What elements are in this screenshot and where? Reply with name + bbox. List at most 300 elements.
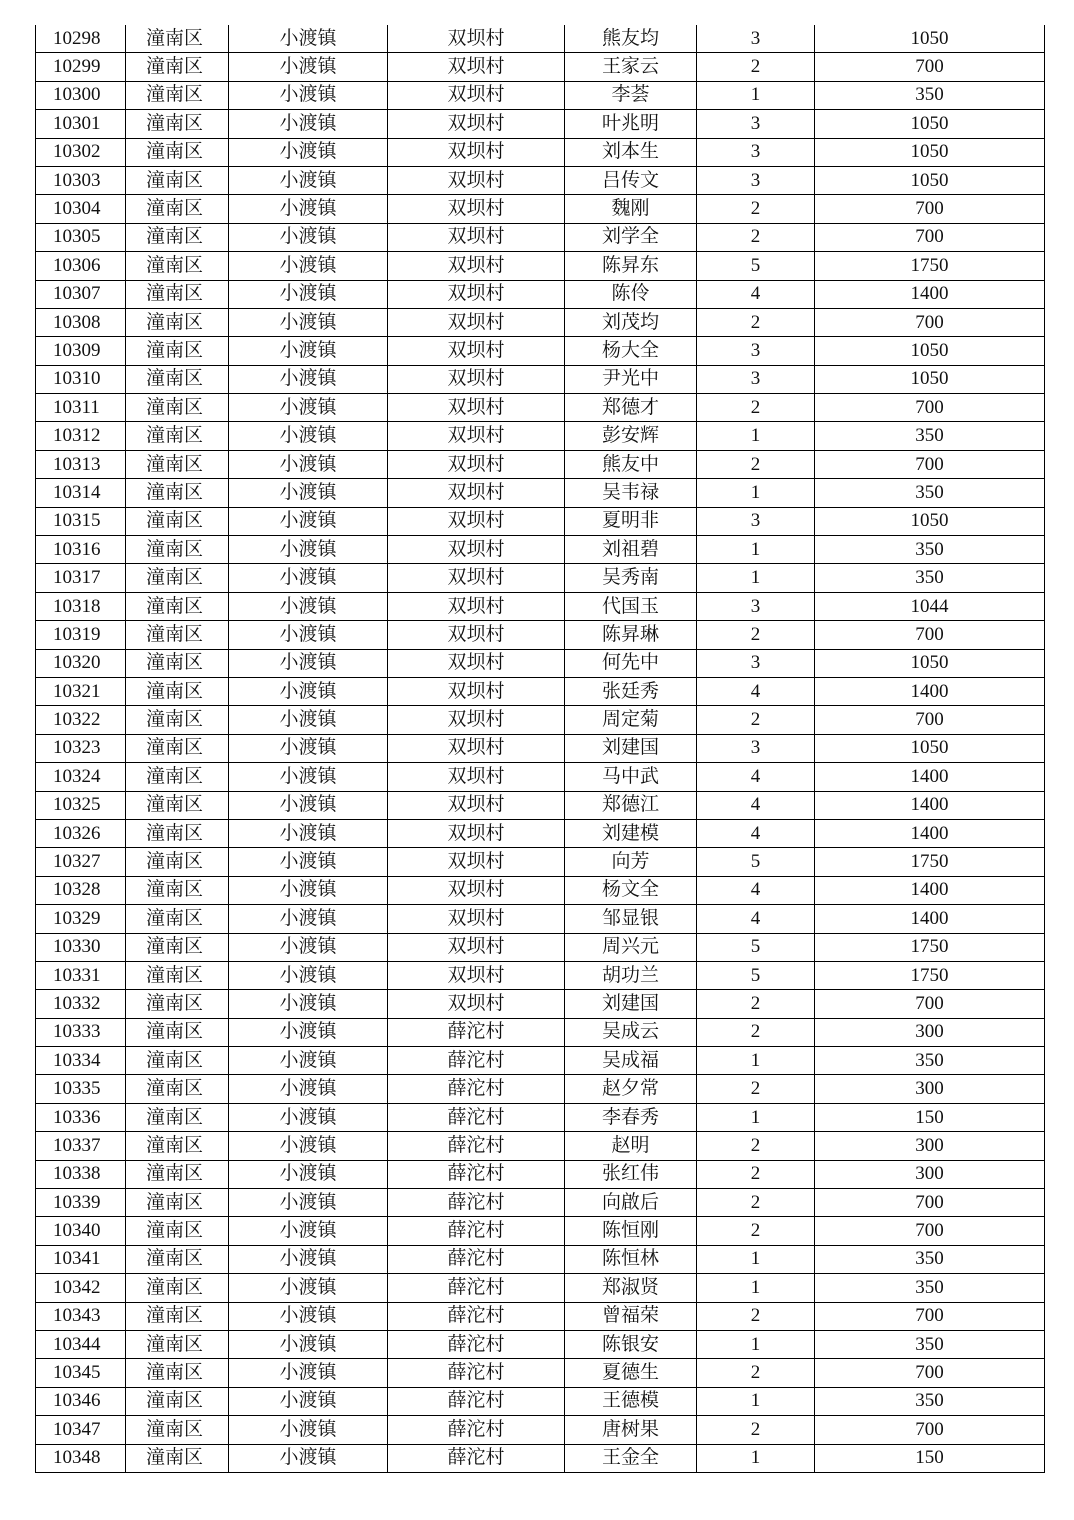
name-cell: 熊友均 [565, 25, 697, 53]
district-cell: 潼南区 [126, 990, 229, 1018]
town-cell: 小渡镇 [229, 677, 388, 705]
district-cell: 潼南区 [126, 337, 229, 365]
name-cell: 赵明 [565, 1132, 697, 1160]
town-cell: 小渡镇 [229, 53, 388, 81]
district-cell: 潼南区 [126, 791, 229, 819]
town-cell: 小渡镇 [229, 905, 388, 933]
village-cell: 薛沱村 [388, 1330, 565, 1358]
record-id-cell: 10347 [36, 1416, 126, 1444]
town-cell: 小渡镇 [229, 1330, 388, 1358]
village-cell: 双坝村 [388, 536, 565, 564]
district-cell: 潼南区 [126, 1274, 229, 1302]
table-row [36, 564, 1045, 592]
record-id-cell: 10310 [36, 365, 126, 393]
name-cell: 向芳 [565, 848, 697, 876]
town-cell: 小渡镇 [229, 1160, 388, 1188]
town-cell: 小渡镇 [229, 819, 388, 847]
table-row [36, 422, 1045, 450]
town-cell: 小渡镇 [229, 308, 388, 336]
amount-cell: 1400 [815, 280, 1045, 308]
name-cell: 刘学全 [565, 223, 697, 251]
amount-cell: 1750 [815, 252, 1045, 280]
table-row [36, 990, 1045, 1018]
district-cell: 潼南区 [126, 1189, 229, 1217]
household-count-cell: 2 [697, 450, 815, 478]
household-count-cell: 3 [697, 734, 815, 762]
district-cell: 潼南区 [126, 394, 229, 422]
name-cell: 郑德江 [565, 791, 697, 819]
table-row [36, 819, 1045, 847]
village-cell: 薛沱村 [388, 1444, 565, 1472]
amount-cell: 1050 [815, 365, 1045, 393]
household-count-cell: 4 [697, 791, 815, 819]
village-cell: 薛沱村 [388, 1359, 565, 1387]
town-cell: 小渡镇 [229, 536, 388, 564]
name-cell: 夏德生 [565, 1359, 697, 1387]
village-cell: 双坝村 [388, 507, 565, 535]
amount-cell: 1050 [815, 337, 1045, 365]
table-row [36, 677, 1045, 705]
table-row [36, 53, 1045, 81]
household-count-cell: 2 [697, 1302, 815, 1330]
district-cell: 潼南区 [126, 1047, 229, 1075]
village-cell: 薛沱村 [388, 1416, 565, 1444]
village-cell: 双坝村 [388, 195, 565, 223]
table-row [36, 81, 1045, 109]
table-row [36, 905, 1045, 933]
amount-cell: 300 [815, 1160, 1045, 1188]
table-row [36, 1189, 1045, 1217]
district-cell: 潼南区 [126, 905, 229, 933]
town-cell: 小渡镇 [229, 961, 388, 989]
record-id-cell: 10341 [36, 1245, 126, 1273]
household-count-cell: 3 [697, 166, 815, 194]
record-id-cell: 10318 [36, 592, 126, 620]
record-id-cell: 10304 [36, 195, 126, 223]
town-cell: 小渡镇 [229, 394, 388, 422]
district-cell: 潼南区 [126, 252, 229, 280]
table-row [36, 592, 1045, 620]
amount-cell: 350 [815, 1245, 1045, 1273]
amount-cell: 700 [815, 621, 1045, 649]
amount-cell: 700 [815, 308, 1045, 336]
household-count-cell: 2 [697, 308, 815, 336]
name-cell: 吴成云 [565, 1018, 697, 1046]
record-id-cell: 10311 [36, 394, 126, 422]
name-cell: 郑淑贤 [565, 1274, 697, 1302]
table-row [36, 1132, 1045, 1160]
amount-cell: 700 [815, 706, 1045, 734]
table-row [36, 734, 1045, 762]
amount-cell: 350 [815, 1330, 1045, 1358]
household-count-cell: 5 [697, 933, 815, 961]
name-cell: 唐树果 [565, 1416, 697, 1444]
table-row [36, 961, 1045, 989]
household-count-cell: 2 [697, 1132, 815, 1160]
amount-cell: 700 [815, 195, 1045, 223]
village-cell: 薛沱村 [388, 1132, 565, 1160]
village-cell: 双坝村 [388, 308, 565, 336]
district-cell: 潼南区 [126, 81, 229, 109]
table-row [36, 876, 1045, 904]
table-row [36, 1330, 1045, 1358]
name-cell: 陈伶 [565, 280, 697, 308]
table-row [36, 1444, 1045, 1472]
name-cell: 马中武 [565, 763, 697, 791]
name-cell: 陈恒刚 [565, 1217, 697, 1245]
district-cell: 潼南区 [126, 195, 229, 223]
village-cell: 薛沱村 [388, 1245, 565, 1273]
name-cell: 周兴元 [565, 933, 697, 961]
record-id-cell: 10307 [36, 280, 126, 308]
name-cell: 陈昇琳 [565, 621, 697, 649]
amount-cell: 700 [815, 990, 1045, 1018]
household-count-cell: 1 [697, 1330, 815, 1358]
village-cell: 双坝村 [388, 819, 565, 847]
amount-cell: 700 [815, 1189, 1045, 1217]
household-count-cell: 1 [697, 1274, 815, 1302]
table-row [36, 308, 1045, 336]
town-cell: 小渡镇 [229, 933, 388, 961]
household-count-cell: 4 [697, 280, 815, 308]
household-count-cell: 4 [697, 819, 815, 847]
amount-cell: 300 [815, 1018, 1045, 1046]
town-cell: 小渡镇 [229, 734, 388, 762]
village-cell: 双坝村 [388, 280, 565, 308]
household-count-cell: 1 [697, 422, 815, 450]
name-cell: 魏刚 [565, 195, 697, 223]
district-cell: 潼南区 [126, 280, 229, 308]
district-cell: 潼南区 [126, 933, 229, 961]
district-cell: 潼南区 [126, 138, 229, 166]
village-cell: 薛沱村 [388, 1018, 565, 1046]
name-cell: 刘建国 [565, 990, 697, 1018]
amount-cell: 350 [815, 422, 1045, 450]
amount-cell: 350 [815, 536, 1045, 564]
record-id-cell: 10316 [36, 536, 126, 564]
name-cell: 杨文全 [565, 876, 697, 904]
amount-cell: 1400 [815, 791, 1045, 819]
household-count-cell: 1 [697, 536, 815, 564]
district-cell: 潼南区 [126, 166, 229, 194]
district-cell: 潼南区 [126, 1444, 229, 1472]
household-count-cell: 2 [697, 621, 815, 649]
record-id-cell: 10330 [36, 933, 126, 961]
record-id-cell: 10298 [36, 25, 126, 53]
village-cell: 双坝村 [388, 791, 565, 819]
table-row [36, 138, 1045, 166]
household-count-cell: 2 [697, 1359, 815, 1387]
town-cell: 小渡镇 [229, 195, 388, 223]
village-cell: 双坝村 [388, 564, 565, 592]
record-id-cell: 10321 [36, 677, 126, 705]
record-id-cell: 10314 [36, 479, 126, 507]
record-id-cell: 10342 [36, 1274, 126, 1302]
name-cell: 陈银安 [565, 1330, 697, 1358]
amount-cell: 700 [815, 450, 1045, 478]
table-row [36, 450, 1045, 478]
name-cell: 周定菊 [565, 706, 697, 734]
name-cell: 吕传文 [565, 166, 697, 194]
town-cell: 小渡镇 [229, 564, 388, 592]
district-cell: 潼南区 [126, 734, 229, 762]
record-id-cell: 10340 [36, 1217, 126, 1245]
amount-cell: 300 [815, 1132, 1045, 1160]
amount-cell: 350 [815, 1274, 1045, 1302]
household-count-cell: 2 [697, 1075, 815, 1103]
village-cell: 双坝村 [388, 252, 565, 280]
village-cell: 双坝村 [388, 990, 565, 1018]
town-cell: 小渡镇 [229, 1359, 388, 1387]
district-cell: 潼南区 [126, 621, 229, 649]
town-cell: 小渡镇 [229, 990, 388, 1018]
district-cell: 潼南区 [126, 1103, 229, 1131]
district-cell: 潼南区 [126, 592, 229, 620]
district-cell: 潼南区 [126, 507, 229, 535]
amount-cell: 1044 [815, 592, 1045, 620]
town-cell: 小渡镇 [229, 1132, 388, 1160]
name-cell: 夏明非 [565, 507, 697, 535]
village-cell: 双坝村 [388, 450, 565, 478]
town-cell: 小渡镇 [229, 1387, 388, 1415]
name-cell: 李春秀 [565, 1103, 697, 1131]
town-cell: 小渡镇 [229, 1444, 388, 1472]
name-cell: 吴韦禄 [565, 479, 697, 507]
district-cell: 潼南区 [126, 308, 229, 336]
amount-cell: 1050 [815, 649, 1045, 677]
town-cell: 小渡镇 [229, 1274, 388, 1302]
household-count-cell: 1 [697, 564, 815, 592]
record-id-cell: 10332 [36, 990, 126, 1018]
record-id-cell: 10315 [36, 507, 126, 535]
town-cell: 小渡镇 [229, 1302, 388, 1330]
amount-cell: 1050 [815, 138, 1045, 166]
record-id-cell: 10339 [36, 1189, 126, 1217]
table-row [36, 280, 1045, 308]
household-count-cell: 3 [697, 337, 815, 365]
table-row [36, 621, 1045, 649]
record-id-cell: 10305 [36, 223, 126, 251]
household-count-cell: 3 [697, 25, 815, 53]
amount-cell: 300 [815, 1075, 1045, 1103]
village-cell: 双坝村 [388, 223, 565, 251]
village-cell: 双坝村 [388, 876, 565, 904]
district-cell: 潼南区 [126, 1132, 229, 1160]
village-cell: 双坝村 [388, 479, 565, 507]
village-cell: 薛沱村 [388, 1217, 565, 1245]
amount-cell: 1050 [815, 25, 1045, 53]
household-count-cell: 1 [697, 1387, 815, 1415]
town-cell: 小渡镇 [229, 1075, 388, 1103]
town-cell: 小渡镇 [229, 337, 388, 365]
household-count-cell: 2 [697, 53, 815, 81]
record-id-cell: 10345 [36, 1359, 126, 1387]
record-id-cell: 10333 [36, 1018, 126, 1046]
name-cell: 郑德才 [565, 394, 697, 422]
record-id-cell: 10331 [36, 961, 126, 989]
village-cell: 双坝村 [388, 365, 565, 393]
village-cell: 双坝村 [388, 81, 565, 109]
record-id-cell: 10322 [36, 706, 126, 734]
record-id-cell: 10334 [36, 1047, 126, 1075]
village-cell: 双坝村 [388, 734, 565, 762]
table-row [36, 110, 1045, 138]
town-cell: 小渡镇 [229, 223, 388, 251]
amount-cell: 1400 [815, 905, 1045, 933]
district-cell: 潼南区 [126, 677, 229, 705]
village-cell: 双坝村 [388, 110, 565, 138]
district-cell: 潼南区 [126, 53, 229, 81]
table-row [36, 791, 1045, 819]
village-cell: 双坝村 [388, 53, 565, 81]
district-cell: 潼南区 [126, 450, 229, 478]
table-row [36, 1160, 1045, 1188]
household-count-cell: 1 [697, 479, 815, 507]
town-cell: 小渡镇 [229, 81, 388, 109]
village-cell: 双坝村 [388, 394, 565, 422]
record-id-cell: 10325 [36, 791, 126, 819]
district-cell: 潼南区 [126, 763, 229, 791]
amount-cell: 350 [815, 564, 1045, 592]
amount-cell: 700 [815, 223, 1045, 251]
amount-cell: 1050 [815, 166, 1045, 194]
amount-cell: 150 [815, 1103, 1045, 1131]
table-row [36, 1387, 1045, 1415]
town-cell: 小渡镇 [229, 1018, 388, 1046]
amount-cell: 1050 [815, 110, 1045, 138]
name-cell: 吴成福 [565, 1047, 697, 1075]
household-count-cell: 2 [697, 1416, 815, 1444]
district-cell: 潼南区 [126, 422, 229, 450]
household-count-cell: 5 [697, 961, 815, 989]
village-cell: 薛沱村 [388, 1302, 565, 1330]
table-row [36, 394, 1045, 422]
name-cell: 张廷秀 [565, 677, 697, 705]
table-row [36, 1217, 1045, 1245]
district-cell: 潼南区 [126, 819, 229, 847]
town-cell: 小渡镇 [229, 422, 388, 450]
town-cell: 小渡镇 [229, 166, 388, 194]
household-count-cell: 1 [697, 81, 815, 109]
district-cell: 潼南区 [126, 706, 229, 734]
table-row [36, 1075, 1045, 1103]
name-cell: 胡功兰 [565, 961, 697, 989]
village-cell: 双坝村 [388, 848, 565, 876]
name-cell: 刘茂均 [565, 308, 697, 336]
record-id-cell: 10312 [36, 422, 126, 450]
town-cell: 小渡镇 [229, 706, 388, 734]
district-cell: 潼南区 [126, 1359, 229, 1387]
household-count-cell: 4 [697, 876, 815, 904]
record-id-cell: 10309 [36, 337, 126, 365]
record-id-cell: 10344 [36, 1330, 126, 1358]
table-row [36, 649, 1045, 677]
name-cell: 何先中 [565, 649, 697, 677]
table-row [36, 536, 1045, 564]
household-count-cell: 3 [697, 138, 815, 166]
village-cell: 双坝村 [388, 337, 565, 365]
village-cell: 双坝村 [388, 166, 565, 194]
name-cell: 彭安辉 [565, 422, 697, 450]
amount-cell: 1750 [815, 848, 1045, 876]
town-cell: 小渡镇 [229, 1416, 388, 1444]
district-cell: 潼南区 [126, 1416, 229, 1444]
household-count-cell: 3 [697, 507, 815, 535]
record-id-cell: 10327 [36, 848, 126, 876]
town-cell: 小渡镇 [229, 280, 388, 308]
village-cell: 双坝村 [388, 933, 565, 961]
record-id-cell: 10338 [36, 1160, 126, 1188]
amount-cell: 700 [815, 53, 1045, 81]
name-cell: 邹显银 [565, 905, 697, 933]
table-row [36, 223, 1045, 251]
village-cell: 薛沱村 [388, 1274, 565, 1302]
amount-cell: 1750 [815, 961, 1045, 989]
village-cell: 薛沱村 [388, 1047, 565, 1075]
district-cell: 潼南区 [126, 365, 229, 393]
household-count-cell: 5 [697, 848, 815, 876]
district-cell: 潼南区 [126, 1302, 229, 1330]
table-row [36, 166, 1045, 194]
household-count-cell: 3 [697, 365, 815, 393]
town-cell: 小渡镇 [229, 25, 388, 53]
amount-cell: 350 [815, 479, 1045, 507]
amount-cell: 700 [815, 1359, 1045, 1387]
record-id-cell: 10335 [36, 1075, 126, 1103]
village-cell: 薛沱村 [388, 1075, 565, 1103]
village-cell: 双坝村 [388, 677, 565, 705]
record-id-cell: 10320 [36, 649, 126, 677]
village-cell: 双坝村 [388, 138, 565, 166]
record-id-cell: 10319 [36, 621, 126, 649]
amount-cell: 1400 [815, 819, 1045, 847]
village-cell: 双坝村 [388, 961, 565, 989]
name-cell: 刘建模 [565, 819, 697, 847]
town-cell: 小渡镇 [229, 450, 388, 478]
town-cell: 小渡镇 [229, 110, 388, 138]
roster-table [35, 25, 1045, 1473]
name-cell: 杨大全 [565, 337, 697, 365]
town-cell: 小渡镇 [229, 1217, 388, 1245]
town-cell: 小渡镇 [229, 252, 388, 280]
household-count-cell: 1 [697, 1444, 815, 1472]
name-cell: 刘祖碧 [565, 536, 697, 564]
amount-cell: 1750 [815, 933, 1045, 961]
district-cell: 潼南区 [126, 25, 229, 53]
record-id-cell: 10303 [36, 166, 126, 194]
amount-cell: 350 [815, 81, 1045, 109]
household-count-cell: 2 [697, 223, 815, 251]
district-cell: 潼南区 [126, 649, 229, 677]
amount-cell: 700 [815, 1416, 1045, 1444]
town-cell: 小渡镇 [229, 1189, 388, 1217]
district-cell: 潼南区 [126, 1217, 229, 1245]
name-cell: 王金全 [565, 1444, 697, 1472]
table-row [36, 365, 1045, 393]
record-id-cell: 10337 [36, 1132, 126, 1160]
record-id-cell: 10313 [36, 450, 126, 478]
table-row [36, 848, 1045, 876]
table-row [36, 1103, 1045, 1131]
table-row [36, 252, 1045, 280]
town-cell: 小渡镇 [229, 791, 388, 819]
record-id-cell: 10324 [36, 763, 126, 791]
table-row [36, 706, 1045, 734]
household-count-cell: 2 [697, 1018, 815, 1046]
district-cell: 潼南区 [126, 1387, 229, 1415]
town-cell: 小渡镇 [229, 365, 388, 393]
name-cell: 赵夕常 [565, 1075, 697, 1103]
